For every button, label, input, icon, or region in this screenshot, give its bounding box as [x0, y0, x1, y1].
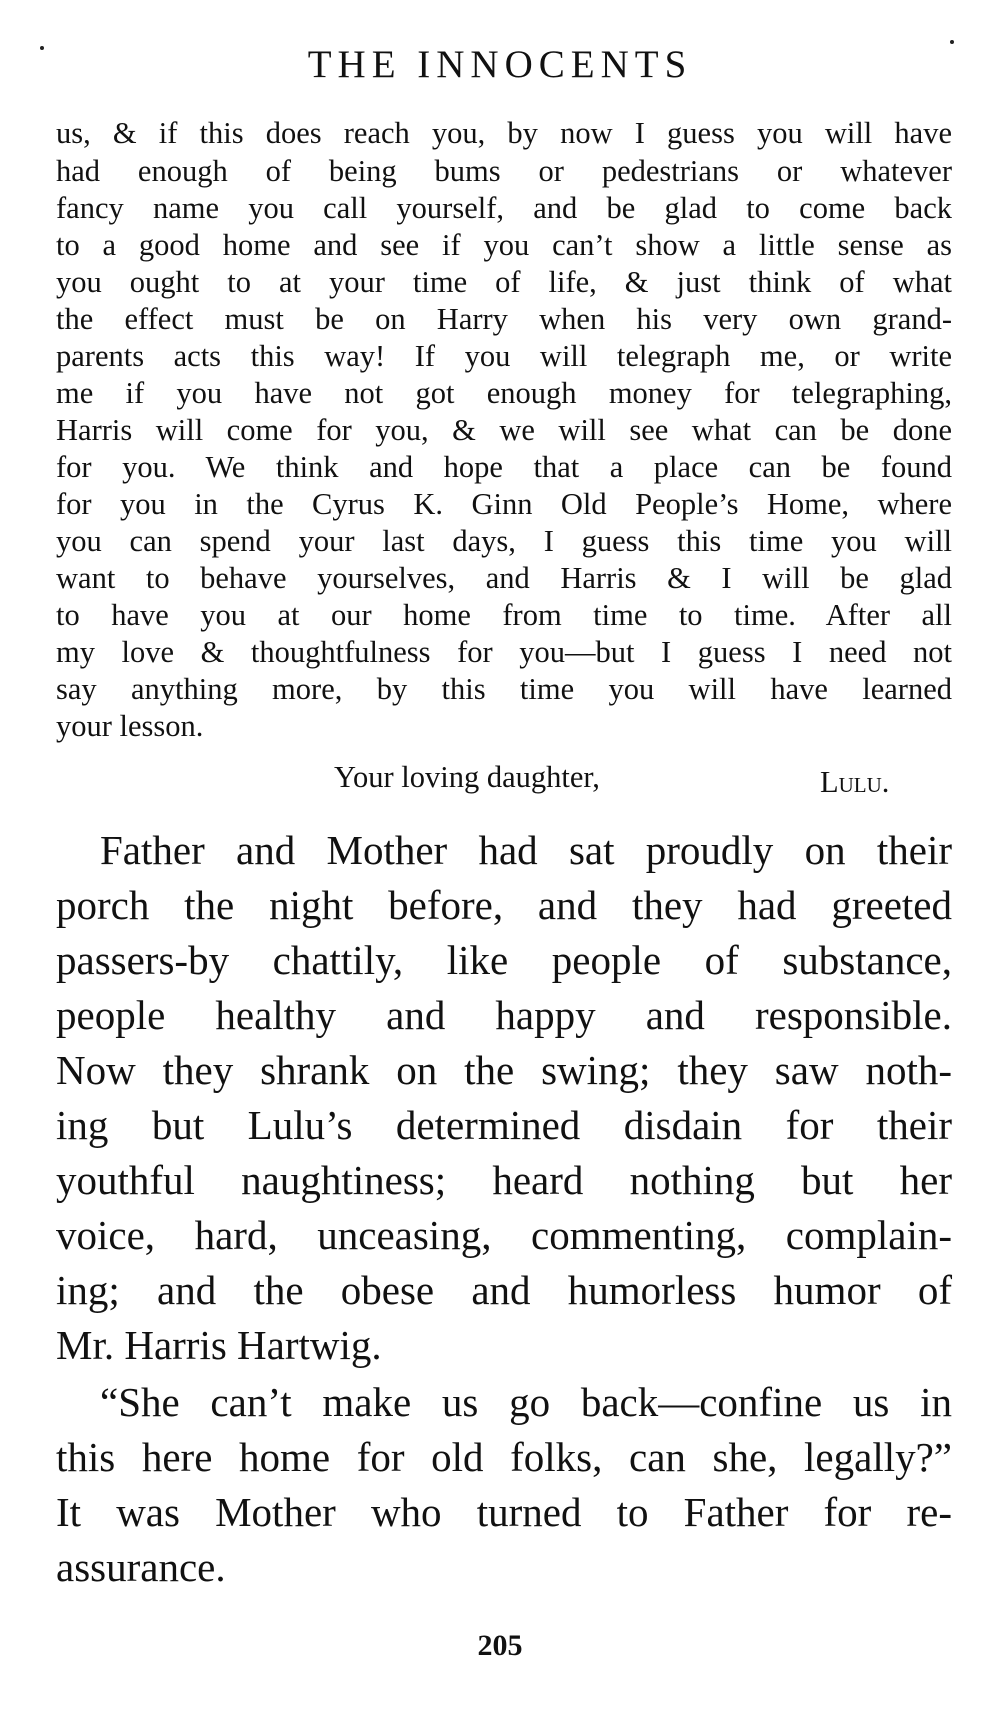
narrative-line: this here home for old folks, can she, legally?” [56, 1434, 952, 1480]
letter-line: for you in the Cyrus K. Ginn Old People’s Home, where [56, 487, 952, 521]
narrative-line: youthful naughtiness; heard nothing but her [56, 1157, 952, 1203]
letter-line: the effect must be on Harry when his very own grand- [56, 302, 952, 336]
letter-line: to a good home and see if you can’t show a little sense as [56, 228, 952, 262]
letter-line: Harris will come for you, & we will see what can be done [56, 413, 952, 447]
narrative-line: “She can’t make us go back—confine us in [100, 1379, 952, 1425]
letter-line: you can spend your last days, I guess this time you will [56, 524, 952, 558]
letter-line: to have you at our home from time to time. After all [56, 598, 952, 632]
page-number: 205 [477, 1629, 523, 1662]
letter-line: for you. We think and hope that a place can be found [56, 450, 952, 484]
narrative-line: passers-by chattily, like people of substance, [56, 937, 952, 983]
narrative-line: It was Mother who turned to Father for re- [56, 1489, 952, 1535]
letter-line: your lesson. [56, 709, 204, 743]
letter-line: want to behave yourselves, and Harris & I will be glad [56, 561, 952, 595]
narrative-line: ing but Lulu’s determined disdain for their [56, 1102, 952, 1148]
narrative-line: Now they shrank on the swing; they saw noth- [56, 1047, 952, 1093]
letter-closing: Your loving daughter, [334, 760, 600, 794]
letter-line: us, & if this does reach you, by now I guess you will have [56, 116, 952, 150]
running-head: THE INNOCENTS [307, 43, 693, 86]
letter-line: fancy name you call yourself, and be glad to come back [56, 191, 952, 225]
narrative-line: people healthy and happy and responsible. [56, 992, 952, 1038]
narrative-line: assurance. [56, 1544, 226, 1590]
letter-line: had enough of being bums or pedestrians or whatever [56, 154, 952, 188]
letter-line: my love & thoughtfulness for you—but I guess I need not [56, 635, 952, 669]
letter-line: you ought to at your time of life, & just think of what [56, 265, 952, 299]
narrative-line: Father and Mother had sat proudly on their [100, 827, 952, 873]
narrative-line: ing; and the obese and humorless humor of [56, 1267, 952, 1313]
letter-signature: Lulu. [820, 765, 890, 799]
letter-line: parents acts this way! If you will telegraph me, or write [56, 339, 952, 373]
narrative-line: voice, hard, unceasing, commenting, complain- [56, 1212, 952, 1258]
letter-line: me if you have not got enough money for telegraphing, [56, 376, 952, 410]
narrative-line: porch the night before, and they had greeted [56, 882, 952, 928]
letter-line: say anything more, by this time you will have learned [56, 672, 952, 706]
narrative-line: Mr. Harris Hartwig. [56, 1322, 382, 1368]
